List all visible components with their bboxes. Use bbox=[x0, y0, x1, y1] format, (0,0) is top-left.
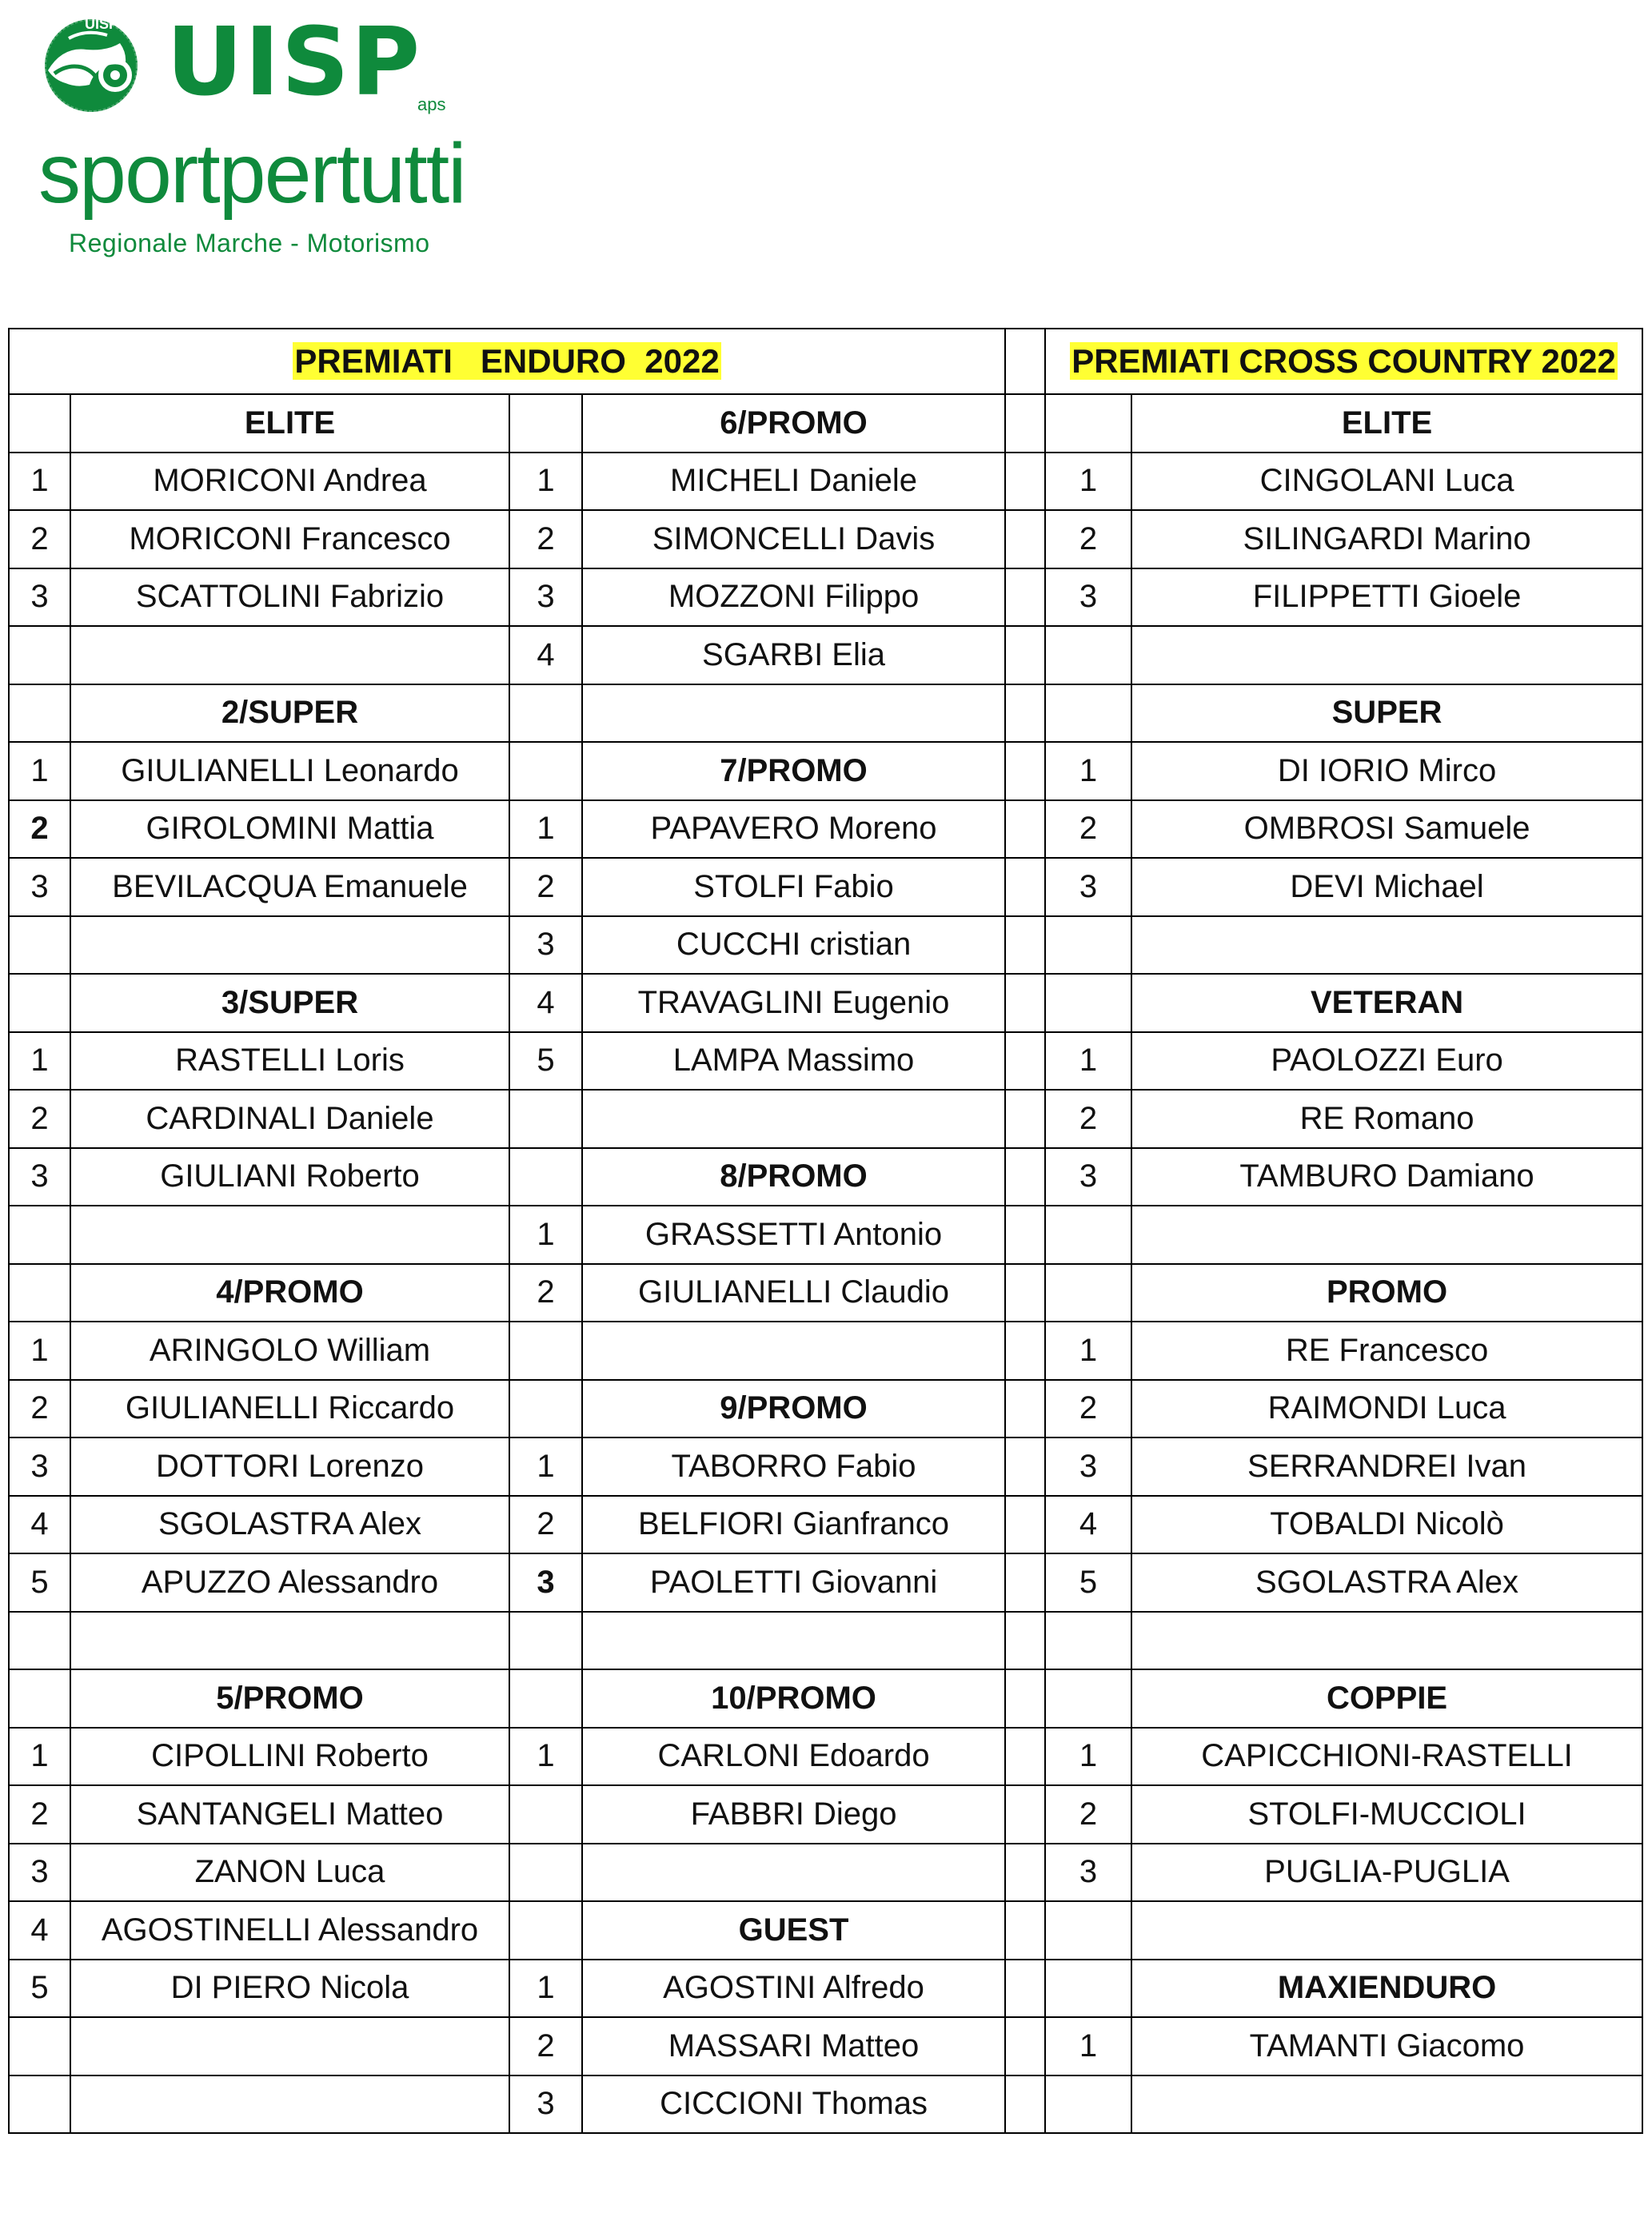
enduro-left-rank-cell: 1 bbox=[9, 1728, 70, 1786]
table-row bbox=[9, 742, 1642, 800]
spacer-cell bbox=[1005, 800, 1045, 859]
cc-name-cell: ELITE bbox=[1131, 394, 1642, 453]
table-row bbox=[9, 1437, 1642, 1496]
cc-name-cell: RAIMONDI Luca bbox=[1131, 1380, 1642, 1438]
enduro-right-name-cell: 8/PROMO bbox=[582, 1148, 1005, 1206]
table-row bbox=[9, 1785, 1642, 1844]
cc-name-cell bbox=[1131, 1206, 1642, 1264]
enduro-right-rank-cell: 1 bbox=[509, 1960, 582, 2018]
enduro-right-rank-cell bbox=[509, 1148, 582, 1206]
enduro-right-rank-cell: 2 bbox=[509, 1264, 582, 1322]
enduro-left-name-cell: DI PIERO Nicola bbox=[70, 1960, 509, 2018]
enduro-right-rank-cell bbox=[509, 1380, 582, 1438]
spacer-cell bbox=[1005, 510, 1045, 568]
logo-suffix: aps bbox=[417, 94, 446, 114]
enduro-right-name-cell: 9/PROMO bbox=[582, 1380, 1005, 1438]
cc-name-cell: PAOLOZZI Euro bbox=[1131, 1032, 1642, 1091]
enduro-right-rank-cell: 1 bbox=[509, 800, 582, 859]
enduro-right-name-cell: 6/PROMO bbox=[582, 394, 1005, 453]
spacer-cell bbox=[1005, 858, 1045, 916]
enduro-right-name-cell: CARLONI Edoardo bbox=[582, 1728, 1005, 1786]
cc-rank-cell bbox=[1045, 1206, 1131, 1264]
enduro-right-name-cell: TRAVAGLINI Eugenio bbox=[582, 974, 1005, 1032]
enduro-right-rank-cell: 2 bbox=[509, 2017, 582, 2075]
enduro-left-rank-cell: 3 bbox=[9, 568, 70, 627]
cc-name-cell: DEVI Michael bbox=[1131, 858, 1642, 916]
enduro-left-name-cell: ARINGOLO William bbox=[70, 1322, 509, 1380]
enduro-left-rank-cell: 4 bbox=[9, 1496, 70, 1554]
spacer-cell bbox=[1005, 1264, 1045, 1322]
spacer-cell bbox=[1005, 916, 1045, 975]
enduro-left-name-cell: SGOLASTRA Alex bbox=[70, 1496, 509, 1554]
enduro-left-rank-cell: 2 bbox=[9, 800, 70, 859]
cc-rank-cell bbox=[1045, 1901, 1131, 1960]
enduro-right-rank-cell bbox=[509, 1612, 582, 1670]
enduro-right-name-cell bbox=[582, 684, 1005, 743]
enduro-right-rank-cell: 3 bbox=[509, 568, 582, 627]
enduro-left-rank-cell bbox=[9, 394, 70, 453]
cc-name-cell: SUPER bbox=[1131, 684, 1642, 743]
enduro-right-rank-cell: 1 bbox=[509, 453, 582, 511]
cc-name-cell: PROMO bbox=[1131, 1264, 1642, 1322]
uisp-logo bbox=[30, 6, 478, 267]
cc-name-cell: CAPICCHIONI-RASTELLI bbox=[1131, 1728, 1642, 1786]
enduro-left-name-cell: SANTANGELI Matteo bbox=[70, 1785, 509, 1844]
spacer-cell bbox=[1005, 1960, 1045, 2018]
table-row bbox=[9, 1206, 1642, 1264]
spacer-cell bbox=[1005, 1728, 1045, 1786]
enduro-left-name-cell: DOTTORI Lorenzo bbox=[70, 1437, 509, 1496]
table-row bbox=[9, 2017, 1642, 2075]
enduro-left-name-cell: GIULIANELLI Riccardo bbox=[70, 1380, 509, 1438]
cc-rank-cell: 2 bbox=[1045, 1785, 1131, 1844]
table-row bbox=[9, 1322, 1642, 1380]
spacer-cell bbox=[1005, 1901, 1045, 1960]
table-row bbox=[9, 1032, 1642, 1091]
spacer-cell bbox=[1005, 1612, 1045, 1670]
enduro-right-name-cell: FABBRI Diego bbox=[582, 1785, 1005, 1844]
table-row bbox=[9, 1553, 1642, 1612]
cc-name-cell bbox=[1131, 916, 1642, 975]
cc-name-cell: SILINGARDI Marino bbox=[1131, 510, 1642, 568]
spacer-cell bbox=[1005, 1669, 1045, 1728]
cc-rank-cell: 3 bbox=[1045, 1148, 1131, 1206]
enduro-left-name-cell: MORICONI Andrea bbox=[70, 453, 509, 511]
spacer-cell bbox=[1005, 1785, 1045, 1844]
cc-rank-cell: 1 bbox=[1045, 1032, 1131, 1091]
enduro-right-rank-cell: 2 bbox=[509, 858, 582, 916]
enduro-right-rank-cell bbox=[509, 1090, 582, 1148]
table-row bbox=[9, 1090, 1642, 1148]
enduro-left-name-cell: GIULIANELLI Leonardo bbox=[70, 742, 509, 800]
cc-rank-cell bbox=[1045, 684, 1131, 743]
cc-rank-cell: 3 bbox=[1045, 858, 1131, 916]
cc-name-cell: CINGOLANI Luca bbox=[1131, 453, 1642, 511]
spacer-cell bbox=[1005, 1206, 1045, 1264]
enduro-left-rank-cell bbox=[9, 1612, 70, 1670]
enduro-left-name-cell: CARDINALI Daniele bbox=[70, 1090, 509, 1148]
spacer-cell bbox=[1005, 974, 1045, 1032]
cross-country-title: PREMIATI CROSS COUNTRY 2022 bbox=[1071, 342, 1616, 380]
enduro-left-rank-cell: 3 bbox=[9, 1437, 70, 1496]
enduro-left-rank-cell: 4 bbox=[9, 1901, 70, 1960]
cc-name-cell bbox=[1131, 1901, 1642, 1960]
logo-brand: UISP bbox=[166, 6, 422, 117]
cc-rank-cell: 3 bbox=[1045, 568, 1131, 627]
table-row bbox=[9, 626, 1642, 684]
enduro-left-rank-cell: 1 bbox=[9, 742, 70, 800]
cc-rank-cell bbox=[1045, 974, 1131, 1032]
enduro-right-name-cell: PAOLETTI Giovanni bbox=[582, 1553, 1005, 1612]
enduro-left-rank-cell bbox=[9, 974, 70, 1032]
enduro-right-name-cell bbox=[582, 1322, 1005, 1380]
enduro-left-rank-cell: 2 bbox=[9, 1090, 70, 1148]
table-row bbox=[9, 510, 1642, 568]
enduro-right-name-cell: LAMPA Massimo bbox=[582, 1032, 1005, 1091]
enduro-left-name-cell bbox=[70, 626, 509, 684]
enduro-right-rank-cell bbox=[509, 684, 582, 743]
enduro-left-rank-cell: 1 bbox=[9, 453, 70, 511]
enduro-left-rank-cell bbox=[9, 1206, 70, 1264]
table-row bbox=[9, 2075, 1642, 2134]
enduro-left-rank-cell bbox=[9, 2017, 70, 2075]
cc-rank-cell bbox=[1045, 394, 1131, 453]
enduro-right-name-cell: MICHELI Daniele bbox=[582, 453, 1005, 511]
enduro-right-name-cell: GIULIANELLI Claudio bbox=[582, 1264, 1005, 1322]
cc-rank-cell: 2 bbox=[1045, 1380, 1131, 1438]
cc-name-cell: STOLFI-MUCCIOLI bbox=[1131, 1785, 1642, 1844]
cc-rank-cell bbox=[1045, 916, 1131, 975]
enduro-left-name-cell bbox=[70, 916, 509, 975]
enduro-left-name-cell: GIROLOMINI Mattia bbox=[70, 800, 509, 859]
enduro-left-name-cell bbox=[70, 2075, 509, 2134]
enduro-right-rank-cell: 4 bbox=[509, 626, 582, 684]
spacer-cell bbox=[1005, 626, 1045, 684]
table-row bbox=[9, 1728, 1642, 1786]
table-row bbox=[9, 800, 1642, 859]
enduro-left-rank-cell bbox=[9, 1264, 70, 1322]
enduro-left-name-cell: RASTELLI Loris bbox=[70, 1032, 509, 1091]
enduro-right-name-cell: TABORRO Fabio bbox=[582, 1437, 1005, 1496]
enduro-left-rank-cell bbox=[9, 684, 70, 743]
enduro-right-rank-cell: 1 bbox=[509, 1437, 582, 1496]
cc-name-cell bbox=[1131, 626, 1642, 684]
enduro-right-rank-cell bbox=[509, 394, 582, 453]
cc-rank-cell: 1 bbox=[1045, 2017, 1131, 2075]
table-row bbox=[9, 1901, 1642, 1960]
enduro-left-name-cell: 2/SUPER bbox=[70, 684, 509, 743]
table-row bbox=[9, 684, 1642, 743]
enduro-right-name-cell: GUEST bbox=[582, 1901, 1005, 1960]
enduro-left-rank-cell: 2 bbox=[9, 510, 70, 568]
enduro-right-rank-cell: 5 bbox=[509, 1032, 582, 1091]
enduro-left-name-cell: 3/SUPER bbox=[70, 974, 509, 1032]
table-row bbox=[9, 453, 1642, 511]
enduro-right-name-cell bbox=[582, 1844, 1005, 1902]
cc-name-cell: RE Romano bbox=[1131, 1090, 1642, 1148]
table-row bbox=[9, 1612, 1642, 1670]
cc-rank-cell: 1 bbox=[1045, 453, 1131, 511]
spacer-cell bbox=[1005, 684, 1045, 743]
enduro-right-rank-cell bbox=[509, 1901, 582, 1960]
enduro-right-name-cell bbox=[582, 1090, 1005, 1148]
cc-rank-cell: 1 bbox=[1045, 742, 1131, 800]
enduro-left-name-cell: ELITE bbox=[70, 394, 509, 453]
cc-rank-cell: 1 bbox=[1045, 1728, 1131, 1786]
enduro-right-name-cell: SIMONCELLI Davis bbox=[582, 510, 1005, 568]
enduro-right-rank-cell: 3 bbox=[509, 916, 582, 975]
enduro-left-rank-cell bbox=[9, 916, 70, 975]
enduro-left-name-cell: APUZZO Alessandro bbox=[70, 1553, 509, 1612]
enduro-right-rank-cell bbox=[509, 742, 582, 800]
enduro-left-rank-cell bbox=[9, 2075, 70, 2134]
cc-rank-cell bbox=[1045, 2075, 1131, 2134]
spacer-cell bbox=[1005, 1844, 1045, 1902]
enduro-right-rank-cell: 1 bbox=[509, 1206, 582, 1264]
spacer-cell bbox=[1005, 1322, 1045, 1380]
enduro-left-rank-cell: 1 bbox=[9, 1322, 70, 1380]
cc-rank-cell bbox=[1045, 626, 1131, 684]
cc-name-cell: VETERAN bbox=[1131, 974, 1642, 1032]
cc-rank-cell: 3 bbox=[1045, 1437, 1131, 1496]
table-row bbox=[9, 1380, 1642, 1438]
enduro-left-name-cell bbox=[70, 1206, 509, 1264]
enduro-left-name-cell: BEVILACQUA Emanuele bbox=[70, 858, 509, 916]
logo-badge-text: UISP bbox=[85, 16, 119, 32]
enduro-right-rank-cell: 2 bbox=[509, 1496, 582, 1554]
spacer-cell bbox=[1005, 568, 1045, 627]
enduro-left-rank-cell: 2 bbox=[9, 1785, 70, 1844]
spacer-cell bbox=[1005, 2075, 1045, 2134]
enduro-right-rank-cell: 3 bbox=[509, 2075, 582, 2134]
enduro-left-name-cell: CIPOLLINI Roberto bbox=[70, 1728, 509, 1786]
spacer-cell bbox=[1005, 453, 1045, 511]
cc-name-cell bbox=[1131, 1612, 1642, 1670]
cc-name-cell: COPPIE bbox=[1131, 1669, 1642, 1728]
enduro-right-name-cell: SGARBI Elia bbox=[582, 626, 1005, 684]
enduro-right-name-cell: CUCCHI cristian bbox=[582, 916, 1005, 975]
enduro-right-rank-cell bbox=[509, 1785, 582, 1844]
cc-name-cell: TAMANTI Giacomo bbox=[1131, 2017, 1642, 2075]
cc-rank-cell: 1 bbox=[1045, 1322, 1131, 1380]
logo-subtitle: Regionale Marche - Motorismo bbox=[69, 229, 430, 257]
enduro-left-name-cell: 5/PROMO bbox=[70, 1669, 509, 1728]
enduro-title-cell bbox=[9, 329, 1005, 394]
enduro-left-rank-cell bbox=[9, 1669, 70, 1728]
enduro-right-rank-cell bbox=[509, 1322, 582, 1380]
enduro-left-name-cell: SCATTOLINI Fabrizio bbox=[70, 568, 509, 627]
logo-tagline: sportpertutti bbox=[38, 126, 465, 221]
enduro-left-rank-cell: 1 bbox=[9, 1032, 70, 1091]
enduro-left-name-cell: ZANON Luca bbox=[70, 1844, 509, 1902]
spacer-cell bbox=[1005, 1148, 1045, 1206]
table-row bbox=[9, 1669, 1642, 1728]
enduro-right-name-cell: CICCIONI Thomas bbox=[582, 2075, 1005, 2134]
title-row bbox=[9, 329, 1642, 394]
enduro-left-rank-cell bbox=[9, 626, 70, 684]
cc-name-cell: DI IORIO Mirco bbox=[1131, 742, 1642, 800]
cc-name-cell: SERRANDREI Ivan bbox=[1131, 1437, 1642, 1496]
enduro-left-rank-cell: 3 bbox=[9, 858, 70, 916]
cross-country-title-cell bbox=[1045, 329, 1642, 394]
cc-rank-cell: 2 bbox=[1045, 800, 1131, 859]
enduro-right-name-cell: BELFIORI Gianfranco bbox=[582, 1496, 1005, 1554]
cc-name-cell: TOBALDI Nicolò bbox=[1131, 1496, 1642, 1554]
cc-rank-cell: 3 bbox=[1045, 1844, 1131, 1902]
table-row bbox=[9, 916, 1642, 975]
spacer-cell bbox=[1005, 394, 1045, 453]
enduro-right-name-cell: 7/PROMO bbox=[582, 742, 1005, 800]
cc-name-cell: FILIPPETTI Gioele bbox=[1131, 568, 1642, 627]
spacer-cell bbox=[1005, 2017, 1045, 2075]
enduro-left-name-cell bbox=[70, 1612, 509, 1670]
cc-rank-cell bbox=[1045, 1960, 1131, 2018]
cc-rank-cell: 2 bbox=[1045, 1090, 1131, 1148]
table-row bbox=[9, 394, 1642, 453]
spacer-cell bbox=[1005, 329, 1045, 394]
enduro-left-rank-cell: 2 bbox=[9, 1380, 70, 1438]
enduro-left-rank-cell: 5 bbox=[9, 1553, 70, 1612]
enduro-left-rank-cell: 3 bbox=[9, 1844, 70, 1902]
table-row bbox=[9, 974, 1642, 1032]
cc-name-cell: TAMBURO Damiano bbox=[1131, 1148, 1642, 1206]
enduro-right-rank-cell: 2 bbox=[509, 510, 582, 568]
enduro-right-name-cell: AGOSTINI Alfredo bbox=[582, 1960, 1005, 2018]
enduro-right-rank-cell bbox=[509, 1669, 582, 1728]
table-row bbox=[9, 1496, 1642, 1554]
spacer-cell bbox=[1005, 1032, 1045, 1091]
spacer-cell bbox=[1005, 1553, 1045, 1612]
enduro-left-rank-cell: 5 bbox=[9, 1960, 70, 2018]
enduro-right-name-cell: MOZZONI Filippo bbox=[582, 568, 1005, 627]
enduro-right-name-cell: GRASSETTI Antonio bbox=[582, 1206, 1005, 1264]
cc-rank-cell: 5 bbox=[1045, 1553, 1131, 1612]
enduro-left-name-cell: MORICONI Francesco bbox=[70, 510, 509, 568]
table-row bbox=[9, 568, 1642, 627]
cc-name-cell: RE Francesco bbox=[1131, 1322, 1642, 1380]
cc-name-cell bbox=[1131, 2075, 1642, 2134]
enduro-right-rank-cell bbox=[509, 1844, 582, 1902]
awards-table bbox=[8, 328, 1643, 2134]
enduro-right-rank-cell: 4 bbox=[509, 974, 582, 1032]
spacer-cell bbox=[1005, 1380, 1045, 1438]
cc-rank-cell bbox=[1045, 1612, 1131, 1670]
cc-rank-cell bbox=[1045, 1669, 1131, 1728]
enduro-right-name-cell bbox=[582, 1612, 1005, 1670]
enduro-left-name-cell: AGOSTINELLI Alessandro bbox=[70, 1901, 509, 1960]
enduro-left-rank-cell: 3 bbox=[9, 1148, 70, 1206]
enduro-right-name-cell: 10/PROMO bbox=[582, 1669, 1005, 1728]
cc-name-cell: PUGLIA-PUGLIA bbox=[1131, 1844, 1642, 1902]
cc-rank-cell bbox=[1045, 1264, 1131, 1322]
spacer-cell bbox=[1005, 1437, 1045, 1496]
enduro-left-name-cell: 4/PROMO bbox=[70, 1264, 509, 1322]
spacer-cell bbox=[1005, 1496, 1045, 1554]
cc-name-cell: OMBROSI Samuele bbox=[1131, 800, 1642, 859]
table-row bbox=[9, 1264, 1642, 1322]
cc-rank-cell: 4 bbox=[1045, 1496, 1131, 1554]
table-row bbox=[9, 1148, 1642, 1206]
enduro-right-name-cell: STOLFI Fabio bbox=[582, 858, 1005, 916]
cc-name-cell: SGOLASTRA Alex bbox=[1131, 1553, 1642, 1612]
enduro-right-name-cell: MASSARI Matteo bbox=[582, 2017, 1005, 2075]
spacer-cell bbox=[1005, 1090, 1045, 1148]
spacer-cell bbox=[1005, 742, 1045, 800]
enduro-right-rank-cell: 1 bbox=[509, 1728, 582, 1786]
enduro-left-name-cell: GIULIANI Roberto bbox=[70, 1148, 509, 1206]
table-row bbox=[9, 1960, 1642, 2018]
cc-name-cell: MAXIENDURO bbox=[1131, 1960, 1642, 2018]
enduro-right-rank-cell: 3 bbox=[509, 1553, 582, 1612]
enduro-left-name-cell bbox=[70, 2017, 509, 2075]
table-row bbox=[9, 858, 1642, 916]
enduro-right-name-cell: PAPAVERO Moreno bbox=[582, 800, 1005, 859]
enduro-title: PREMIATI ENDURO 2022 bbox=[294, 342, 720, 380]
table-row bbox=[9, 1844, 1642, 1902]
cc-rank-cell: 2 bbox=[1045, 510, 1131, 568]
